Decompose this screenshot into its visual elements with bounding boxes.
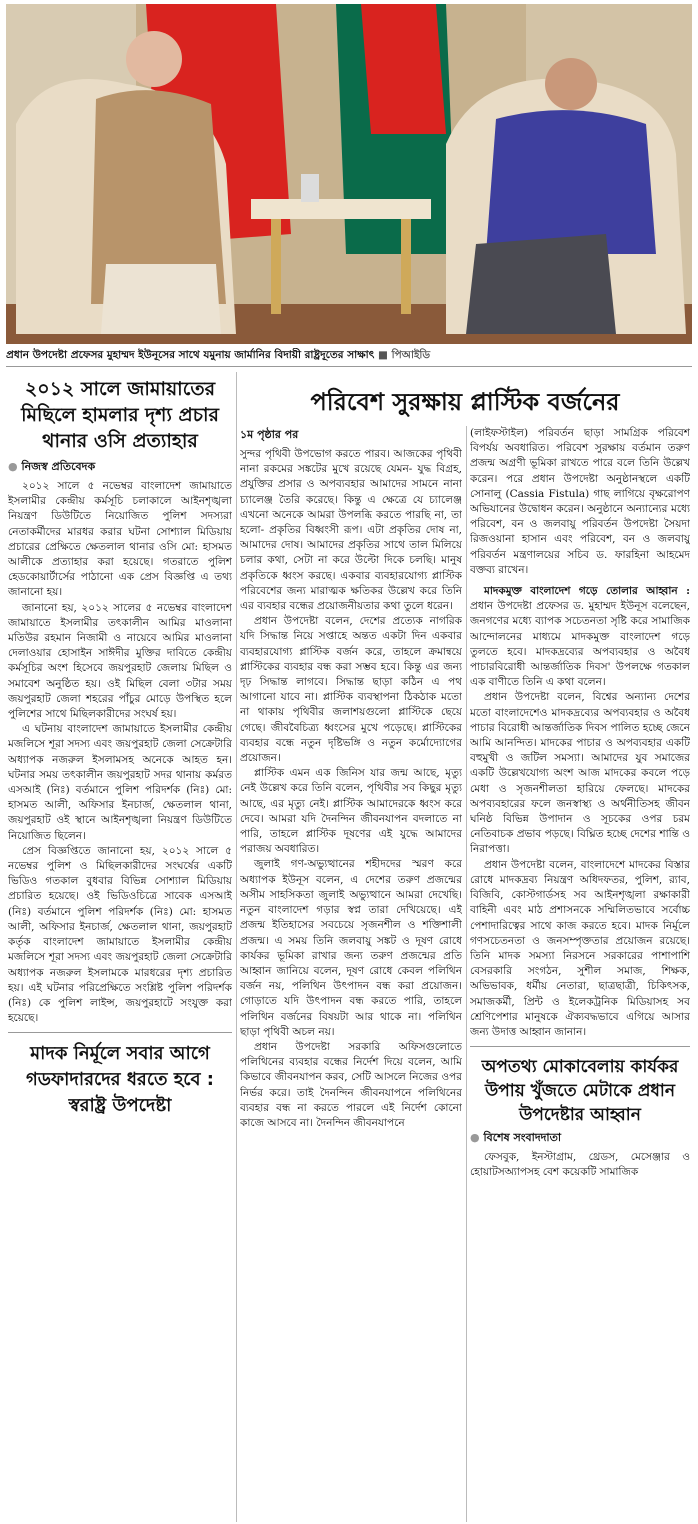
left-bottom-headline: মাদক নির্মূলে সবার আগে গডফাদারদের ধরতে হবে : স্বরাষ্ট্র উপদেষ্টা: [25, 1043, 215, 1117]
byline-text: নিজস্ব প্রতিবেদক: [21, 460, 96, 473]
left-column: [8, 372, 232, 1522]
paragraph: প্রেস বিজ্ঞপ্তিতে জানানো হয়, ২০১২ সালে ৫ নভেম্বর পুলিশ ও মিছিলকারীদের সংঘর্ষের একটি ভিডিও গতকাল বুধবার বিভিন্ন সোশ্যাল মিডিয়ায় প্রচারিত হয়েছে। ওই ভিডিওচিত্রে সাবেক এসআই (নিঃ) বর্তমানে পুলিশ পরিদর্শক (নিঃ) মো: হাসমত আলী, অফিসার ইনচার্জ, ক্ষেতলাল থানা, জয়পুরহাট কর্তৃক বাংলাদেশ জামায়াতে ইসলামীর কেন্দ্রীয় মজলিসে শূরা সদস্য এবং জয়পুরহাট জেলা সেক্রেটারি অধ্যাপক নজরুল ইসলামকে মারধরের দৃশ্য প্রচারিত হয়। এই ঘটনার পরিপ্রেক্ষিতে সংশ্লিষ্ট পুলিশ পরিদর্শক (নিঃ) কে পুলিশ লাইন্স, জয়পুরহাটে সংযুক্ত করা হয়েছে।: [8, 844, 232, 1025]
paragraph: জানানো হয়, ২০১২ সালের ৫ নভেম্বর বাংলাদেশ জামায়াতে ইসলামীর তৎকালীন আমির মাওলানা মতিউর রহমান নিজামী ও নায়েবে আমির মাওলানা দেলাওয়ার হোসাইন সাঈদীর মুক্তির দাবিতে কেন্দ্রীয় কর্মসূচির অংশ হিসেবে জয়পুরহাট জেলায় মিছিল ও সমাবেশ অনুষ্ঠিত হয়। ওই মিছিল বেলা ৩টার সময় জয়পুরহাট জেলা শহরের পাঁচুর মোড়ে উপস্থিত হলে পুলিশের সাথে মিছিলকারীদের সংঘর্ষ হয়।: [8, 601, 232, 721]
divider: [6, 366, 692, 367]
paragraph: প্লাস্টিক এমন এক জিনিস যার জন্ম আছে, মৃত্যু নেই উল্লেখ করে তিনি বলেন, পৃথিবীর সব কিছুর মৃত্যু আছে, এর মৃত্যু নেই। প্লাস্টিক আমাদেরকে ধ্বংস করে দেবে। আমরা যদি দৈনন্দিন জীবনযাপন বদলাতে না পারি, তাহলে প্লাস্টিক দূষণের এই যুদ্ধে আমাদের পরাজয় অবধারিত।: [240, 767, 462, 856]
caption-text: প্রধান উপদেষ্টা প্রফেসর মুহাম্মদ ইউনূসের সাথে যমুনায় জার্মানির বিদায়ী রাষ্ট্রদূতের সাক্ষাৎ: [6, 349, 375, 361]
paragraph: ফেসবুক, ইনস্টাগ্রাম, থ্রেডস, মেসেঞ্জার ও হোয়াটসঅ্যাপসহ বেশ কয়েকটি সামাজিক: [470, 1151, 690, 1179]
bullet-icon: ●: [470, 1131, 484, 1145]
paragraph: (লাইফস্টাইল) পরিবর্তন ছাড়া সামগ্রিক পরিবেশ বিপর্যয় অবধারিত। পরিবেশ সুরক্ষায় বর্তমান তরুণ প্রজন্ম অগ্রণী ভূমিকা রাখতে পারে বলে তিনি উল্লেখ করেন। পরে প্রধান উপদেষ্টা অনুষ্ঠানস্থলে একটি সোনালু (Cassia Fistula) গাছ লাগিয়ে বৃক্ষরোপণ অভিযানের উদ্বোধন করেন। অনুষ্ঠানে অন্যান্যের মধ্যে পরিবেশ, বন ও জলবায়ু পরিবর্তন উপদেষ্টা সৈয়দা রিজওয়ানা হাসান এবং পরিবেশ, বন ও জলবায়ু পরিবর্তন মন্ত্রণালয়ের সচিব ড. ফারহিনা আহমেদ বক্তব্য রাখেন।: [470, 427, 690, 576]
paragraph: সুন্দর পৃথিবী উপভোগ করতে পারব। আজকের পৃথিবী নানা রকমের সঙ্কটের মুখে রয়েছে যেমন- যুদ্ধ বিগ্রহ, প্রযুক্তির প্রসার ও অপব্যবহার আমাদের সামনে নানা চ্যালেঞ্জ তৈরি করেছে। কিন্তু এ ক্ষেত্রে যে চ্যালেঞ্জ এখনো অনেকে আমরা উপলব্ধি করতে পারছি না, তা হলো- প্রকৃতির বিধ্বংসী রূপ। এটা প্রকৃতির দোষ না, আমাদের দোষ। আমাদের প্রকৃতির সাথে তাল মিলিয়ে চলার কথা, সেটা না করে উল্টো দিকে চলছি। মানুষ প্রকৃতিকে ধ্বংস করছে। একবার ব্যবহারযোগ্য প্লাস্টিক পরিবেশের জন্য মারাত্মক ক্ষতিকর উল্লেখ করে তিনি এর ব্যবহার বন্ধের প্রয়োজনীয়তার কথা তুলে ধরেন।: [240, 448, 462, 613]
right-byline: [470, 1129, 690, 1148]
right-bottom-article: [470, 1046, 690, 1180]
right-bottom-headline: অপতথ্য মোকাবেলায় কার্যকর উপায় খুঁজতে মেটাকে প্রধান উপদেষ্টার আহ্বান: [481, 1057, 679, 1126]
left-byline: [8, 458, 232, 477]
photo-caption: [6, 348, 692, 362]
column-divider: [466, 426, 467, 1522]
paragraph: প্রধান উপদেষ্টা বলেন, বিশ্বের অন্যান্য দেশের মতো বাংলাদেশেও মাদকদ্রব্যের অপব্যবহার ও অবৈধ পাচার বিরোধী আন্তর্জাতিক দিবস পালিত হচ্ছে জেনে আমি আনন্দিত। মাদকের পাচার ও অপব্যবহার একটি বহুমুখী ও জটিল সমস্যা। আমাদের যুব সমাজের একটি উল্লেখযোগ্য অংশ আজ মাদকের কবলে পড়ে মেধা ও সৃজনশীলতা হারিয়ে ফেলছে। মাদকের অপব্যবহারের ফলে জনস্বাস্থ্য ও অর্থনীতিসহ জীবন ঘনিষ্ঠ বিভিন্ন উপাদান ও সূচকের ওপর চরম নেতিবাচক প্রভাব পড়ছে। বিঘ্নিত হচ্ছে দেশের শান্তি ও নিরাপত্তা।: [470, 691, 690, 856]
bullet-icon: ●: [8, 460, 22, 473]
column-divider: [236, 372, 237, 1522]
right-column: [470, 426, 690, 1522]
paragraph: [470, 584, 690, 690]
subheading: মাদকমুক্ত বাংলাদেশ গড়ে তোলার আহ্বান :: [484, 585, 690, 598]
paragraph: এ ঘটনায় বাংলাদেশ জামায়াতে ইসলামীর কেন্দ্রীয় মজলিসে শূরা সদস্য এবং জয়পুরহাট জেলা সেক্রেটারি অধ্যাপক নজরুল ইসলামসহ অনেকে আহত হন। ঘটনার সময় তৎকালীন জয়পুরহাট সদর থানায় কর্মরত এসআই (নিঃ) বর্তমানে পুলিশ পরিদর্শক (নিঃ) মো: হাসমত আলী, অফিসার ইনচার্জ, ক্ষেতলাল থানা, জয়পুরহাট ওই স্থানে আইনশৃঙ্খলা নিয়ন্ত্রণ ডিউটিতে নিয়োজিত ছিলেন।: [8, 723, 232, 842]
paragraph-text: প্রধান উপদেষ্টা প্রফেসর ড. মুহাম্মদ ইউনূস বলেছেন, জনগণের মধ্যে ব্যাপক সচেতনতা সৃষ্টি করে সামাজিক আন্দোলনের মাধ্যমে মাদকমুক্ত বাংলাদেশ গড়ে তুলতে হবে। মাদকদ্রব্যের অপব্যবহার ও অবৈধ পাচারবিরোধী আন্তর্জাতিক দিবস' উপলক্ষে গতকাল এক বাণীতে তিনি এ কথা বলেন।: [470, 600, 690, 689]
middle-column: [240, 426, 462, 1522]
left-headline: ২০১২ সালে জামায়াতের মিছিলে হামলার দৃশ্য প্রচার থানার ওসি প্রত্যাহার: [21, 378, 219, 452]
main-headline: পরিবেশ সুরক্ষায় প্লাস্টিক বর্জনের: [310, 388, 620, 416]
paragraph: ২০১২ সালে ৫ নভেম্বর বাংলাদেশ জামায়াতে ইসলামীর কেন্দ্রীয় কর্মসূচি চলাকালে আইনশৃঙ্খলা নিয়ন্ত্রণ ডিউটিতে নিয়োজিত পুলিশ সদস্যরা নেতাকর্মীদের মারধর করার ঘটনা সোশ্যাল মিডিয়ায় প্রচারের প্রেক্ষিতে ক্ষেতলাল থানার ওসি মো: হাসমত আলীকে প্রত্যাহার করা হয়েছে। গতরাতে পুলিশ হেডকোয়ার্টার্সের পাঠানো এক প্রেস বিজ্ঞপ্তি এ তথ্য জানানো হয়।: [8, 480, 232, 599]
left-bottom-article: [8, 1032, 232, 1119]
photo-illustration: [6, 4, 692, 344]
news-photo: [6, 4, 692, 344]
continued-label: ১ম পৃষ্ঠার পর: [240, 428, 299, 441]
byline-text: বিশেষ সংবাদদাতা: [483, 1131, 562, 1145]
paragraph: প্রধান উপদেষ্টা সরকারি অফিসগুলোতে পলিথিনের ব্যবহার বন্ধের নির্দেশ দিয়ে বলেন, আমি কিভাবে জীবনযাপন করব, সেটি আসলে নিজের ওপর নির্ভর করে। তাই দৈনন্দিন জীবনযাপনে পলিথিনের ব্যবহার বন্ধ না করতে পারলে এই নির্দেশ কোনো কাজে আসবে না। দৈনন্দিন জীবনযাপনে: [240, 1040, 462, 1129]
paragraph: প্রধান উপদেষ্টা বলেন, বাংলাদেশে মাদকের বিস্তার রোধে মাদকদ্রব্য নিয়ন্ত্রণ অধিদফতর, পুলিশ, র‍্যাব, বিজিবি, কোস্টগার্ডসহ সব আইনশৃঙ্খলা রক্ষাকারী বাহিনী এবং মাঠ প্রশাসনকে সম্মিলিতভাবে সর্বোচ্চ পেশাদারিত্বের সাথে কাজ করতে হবে। মাদক নির্মূলে গণসচেতনতা ও জনসম্পৃক্ততার প্রয়োজন রয়েছে। তিনি মাদক সমস্যা নিরসনে সরকারের পাশাপাশি বেসরকারি সংগঠন, সুশীল সমাজ, শিক্ষক, অভিভাবক, ধর্মীয় নেতারা, ছাত্রছাত্রী, চিকিৎসক, সমাজকর্মী, প্রিন্ট ও ইলেকট্রনিক মিডিয়াসহ সব শ্রেণিপেশার মানুষকে ঐক্যবদ্ধভাবে এগিয়ে আসার জন্য উদাত্ত আহ্বান জানান।: [470, 858, 690, 1038]
paragraph: প্রধান উপদেষ্টা বলেন, দেশের প্রত্যেক নাগরিক যদি সিদ্ধান্ত নিয়ে সপ্তাহে অন্তত একটা দিন একবার ব্যবহারযোগ্য প্লাস্টিক বর্জন করে, তাহলে ক্রমান্বয়ে প্লাস্টিকের ব্যবহার বন্ধ করা সম্ভব হবে। কিন্তু এর জন্য দৃঢ় সিদ্ধান্ত লাগবে। সিদ্ধান্ত ছাড়া কঠিন এ পথ আগানো যাবে না। প্লাস্টিক ব্যবস্থাপনা ঠিকঠাক মতো না থাকায় পৃথিবীর জলাশয়গুলো প্লাস্টিকে ছেয়ে গেছে। জীববৈচিত্র্য ধ্বংসের মুখে পড়েছে। প্লাস্টিকের ব্যবহার বন্ধে নতুন দৃষ্টিভঙ্গি ও নতুন কর্মোদ্যোগের প্রয়োজন।: [240, 615, 462, 765]
photo-credit: ■ পিআইডি: [378, 349, 431, 361]
paragraph: জুলাই গণ-অভ্যুত্থানের শহীদদের স্মরণ করে অধ্যাপক ইউনূস বলেন, এ দেশের তরুণ প্রজন্মের অসীম সাহসিকতা জুলাই অভ্যুত্থানে আমরা দেখেছি। নতুন বাংলাদেশ গড়ার স্বপ্ন তারা দেখিয়েছে। এই প্রজন্ম ইতিহাসের সবচেয়ে সৃজনশীল ও শক্তিশালী প্রজন্ম। এ সময় তিনি জলবায়ু সঙ্কট ও দূষণ রোধে কার্যকর ভূমিকা রাখার জন্য তরুণ প্রজন্মের প্রতি আহ্বান জানিয়ে বলেন, দূষণ রোধে কেবল পলিথিন বর্জন নয়, পলিথিন উৎপাদন বন্ধ করা প্রয়োজন। গোড়াতে যদি উৎপাদন বন্ধ করতে পারি, তাহলে পলিথিন বর্জনের বিষয়টা আর থাকে না। পলিথিন ছাড়া পৃথিবী অচল নয়।: [240, 858, 462, 1038]
